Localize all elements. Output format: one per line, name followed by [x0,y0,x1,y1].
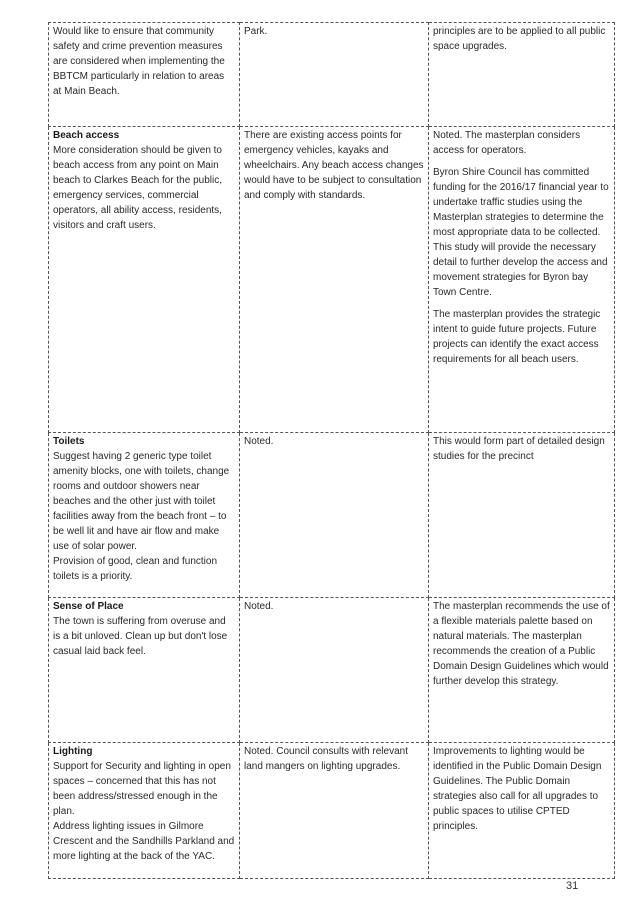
response-text: The masterplan recommends the use of a flexible materials palette based on natural materials. The masterplan recommends the creation of a Public Domain Design Guidelines which would further develop this strategy. [433,601,610,687]
feedback-cell [49,433,240,598]
page-number: 31 [566,880,579,892]
comment-cell [240,127,429,433]
comment-text: Noted. [244,601,274,612]
response-text: This would form part of detailed design studies for the precinct [433,436,605,462]
row-heading: Lighting [53,746,93,757]
feedback-text: Support for Security and lighting in open spaces – concerned that this has not been address/stressed enough in the plan. [53,761,231,817]
response-text: principles are to be applied to all public space upgrades. [433,26,606,52]
table-row [49,743,615,879]
response-text: Byron Shire Council has committed funding for the 2016/17 financial year to undertake traffic studies using the Masterplan strategies to determine the most appropriate data to be collected. This study will provide the necessary detail to further develop the access and movement strategies for Byron bay Town Centre. [433,167,609,298]
response-text: The masterplan provides the strategic intent to guide future projects. Future projects can identify the exact access requirements for all beach users. [433,309,601,365]
table-row [49,433,615,598]
feedback-text: The town is suffering from overuse and is a bit unloved. Clean up but don't lose casual laid back feel. [53,616,228,657]
comment-text: There are existing access points for emergency vehicles, kayaks and wheelchairs. Any beach access changes would have to be subject to consultation and comply with standards. [244,130,424,201]
response-text: Noted. The masterplan considers access for operators. [433,130,581,156]
response-text: Improvements to lighting would be identified in the Public Domain Design Guidelines. The Public Domain strategies also call for all upgrades to public spaces to utilise CPTED principles. [433,746,602,832]
table-row [49,598,615,743]
feedback-text: Provision of good, clean and function toilets is a priority. [53,556,217,582]
response-cell [429,23,615,127]
feedback-cell [49,743,240,879]
response-cell [429,127,615,433]
table-row [49,23,615,127]
feedback-cell [49,23,240,127]
feedback-text: More consideration should be given to beach access from any point on Main beach to Clarkes Beach for the public, emergency services, commercial operators, all ability access, residents, visitors and craft users. [53,145,222,231]
comment-cell [240,433,429,598]
feedback-text: Suggest having 2 generic type toilet amenity blocks, one with toilets, change rooms and outdoor showers near beaches and the other just with toilet facilities away from the beach front – to be well lit and have air flow and make use of solar power. [53,451,230,552]
comment-cell [240,23,429,127]
feedback-text: Would like to ensure that community safety and crime prevention measures are considered when implementing the BBTCM particularly in relation to areas at Main Beach. [53,26,225,97]
response-cell [429,598,615,743]
row-heading: Sense of Place [53,601,124,612]
comment-cell [240,598,429,743]
feedback-table [48,22,615,879]
response-cell [429,743,615,879]
comment-cell [240,743,429,879]
table-row [49,127,615,433]
comment-text: Park. [244,26,268,37]
feedback-cell [49,127,240,433]
comment-text: Noted. [244,436,274,447]
row-heading: Toilets [53,436,85,447]
response-cell [429,433,615,598]
comment-text: Noted. Council consults with relevant land mangers on lighting upgrades. [244,746,408,772]
row-heading: Beach access [53,130,120,141]
feedback-cell [49,598,240,743]
feedback-text: Address lighting issues in Gilmore Crescent and the Sandhills Parkland and more lighting at the back of the YAC. [53,821,235,862]
